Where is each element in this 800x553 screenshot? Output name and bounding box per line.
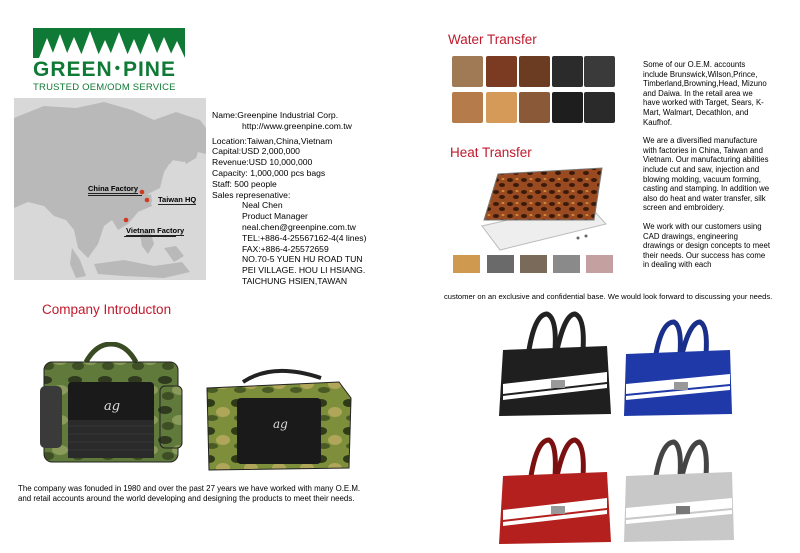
swatch-tan-burl — [452, 56, 483, 87]
brand-tagline: TRUSTED OEM/ODM SERVICE — [33, 82, 176, 93]
heat-transfer-laptop — [478, 164, 610, 254]
taiwan-hq-label: Taiwan HQ — [158, 195, 197, 204]
rep-title: Product Manager — [242, 211, 308, 222]
swatch-dark-wood — [519, 56, 550, 87]
duffel-bag-blue — [620, 318, 736, 418]
swatch-black-3 — [552, 92, 583, 123]
duffel-bag-black — [495, 310, 615, 420]
camo-bag-angle — [203, 368, 353, 472]
heat-swatch-tan — [453, 255, 480, 273]
swatch-black-4 — [584, 92, 615, 123]
contact-info — [212, 110, 402, 287]
address-line-3: TAICHUNG HSIEN,TAWAN — [242, 275, 348, 286]
tel: TEL:+886-4-25567162-4(4 lines) — [242, 232, 367, 243]
staff: Staff: 500 people — [212, 178, 277, 189]
revenue: Revenue:USD 10,000,000 — [212, 157, 313, 168]
rep-email[interactable]: neal.chen@greenpine.com.tw — [242, 221, 356, 232]
heat-swatch-floral — [586, 255, 613, 273]
company-name: Name:Greenpine Industrial Corp. — [212, 110, 339, 120]
continuation-text: customer on an exclusive and confidential base. We would look forward to discussing your needs. — [444, 292, 773, 301]
brand-name — [33, 58, 185, 82]
water-transfer-heading: Water Transfer — [448, 32, 537, 47]
swatch-black-2 — [584, 56, 615, 87]
company-url[interactable]: http://www.greenpine.com.tw — [242, 120, 352, 131]
address-line-1: NO.70-5 YUEN HU ROAD TUN — [242, 254, 363, 265]
china-factory-label: China Factory — [88, 184, 139, 193]
brand-name-left: GREEN — [33, 58, 113, 81]
sales-rep-label: Sales represenative: — [212, 189, 291, 200]
pine-trees-icon — [33, 28, 185, 58]
duffel-bag-silver — [620, 438, 738, 544]
heat-swatch-grey — [487, 255, 514, 273]
location: Location:Taiwan,China,Vietnam — [212, 135, 333, 146]
rep-name: Neal Chen — [242, 200, 283, 211]
swatch-light-wood — [452, 92, 483, 123]
swatch-black-1 — [552, 56, 583, 87]
brand-dot: • — [114, 60, 121, 77]
address-line-2: PEI VILLAGE. HOU LI HSIANG. — [242, 265, 366, 276]
manufacturing-paragraph: We are a diversified manufacture with factories in China, Taiwan and Vietnam. Our manufacturing abilities include cut and saw, injection and blowing molding, vacuum forming, casting and stamping. In addition we also do heat and water transfer, silk screen and embroidery. — [643, 136, 770, 213]
oem-accounts-paragraph: Some of our O.E.M. accounts include Brunswick,Wilson,Prince, Timberland,Browning,Head, Mizuno and Daiwa. In the retail area we have worked with Target, Sears, K-Mart, Walmart, Decathlon, and Kaufhof. — [643, 60, 767, 127]
capital: Capital:USD 2,000,000 — [212, 146, 300, 157]
camo-bag-front — [38, 342, 184, 470]
heat-swatch-silver — [553, 255, 580, 273]
swatch-maple — [486, 92, 517, 123]
fax: FAX:+886-4-25572659 — [242, 243, 329, 254]
capacity: Capacity: 1,000,000 pcs bags — [212, 167, 326, 178]
heat-swatch-snake — [520, 255, 547, 273]
china-factory-leader — [88, 195, 142, 196]
brand-name-right: PINE — [122, 58, 176, 81]
vietnam-factory-label: Vietnam Factory — [126, 226, 185, 235]
vietnam-factory-leader — [124, 236, 176, 237]
greenpine-logo — [33, 28, 185, 94]
company-intro-heading: Company Introducton — [42, 302, 172, 317]
company-intro-text: The company was fonuded in 1980 and over the past 27 years we have worked with many O.E.M. and retail accounts around the world developing and designing the products to meet their needs. — [18, 484, 361, 503]
bag-brand-mark: ag — [104, 399, 121, 414]
asia-map — [14, 98, 206, 280]
duffel-bag-red — [495, 436, 615, 546]
cad-paragraph: We work with our customers using CAD drawings, engineering drawings or design concepts to meet their needs. Our success has come in dealing with each — [643, 221, 770, 270]
right-text-column — [643, 60, 771, 270]
heat-transfer-heading: Heat Transfer — [450, 145, 532, 160]
bag-brand-mark-2: ag — [273, 417, 288, 431]
swatch-walnut — [519, 92, 550, 123]
swatch-mahogany — [486, 56, 517, 87]
